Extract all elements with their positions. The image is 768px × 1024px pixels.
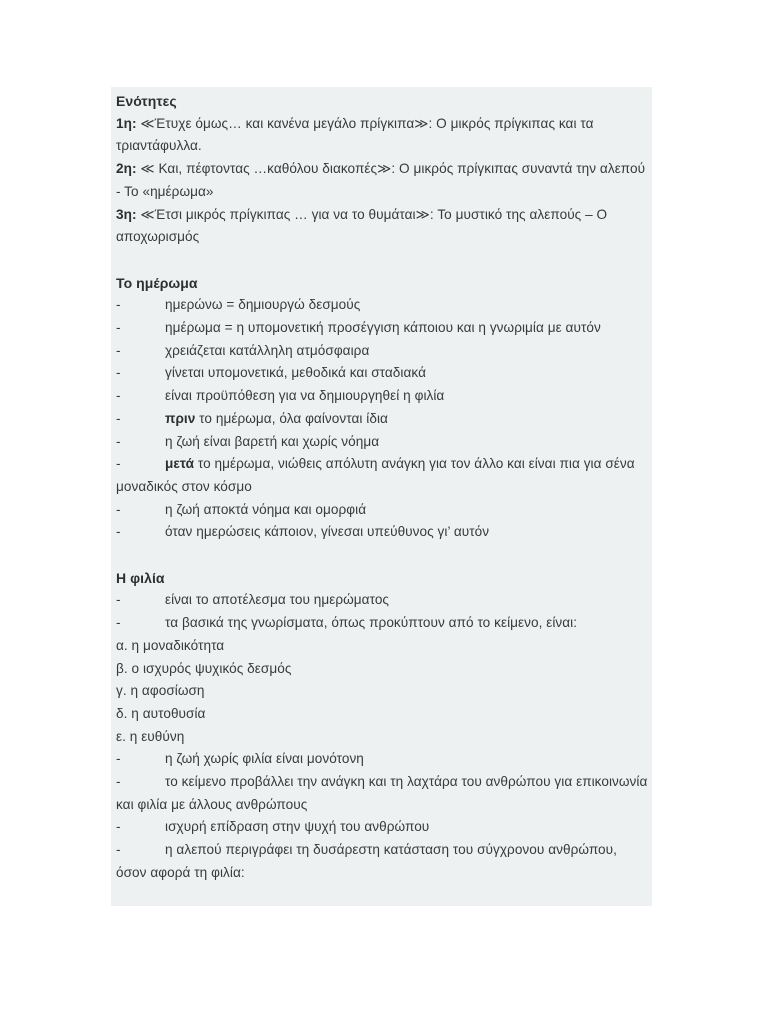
unit-text: ≪Έτσι μικρός πρίγκιπας … για να το θυμάται≫: Το μυστικό της αλεπούς – Ο αποχωρισμός [116, 206, 608, 245]
unit-item [116, 158, 649, 203]
dash-marker: - [116, 410, 121, 426]
dash-marker: - [116, 842, 121, 858]
bullet-text: χρειάζεται κατάλληλη ατμόσφαιρα [165, 342, 370, 358]
unit-number: 3η: [116, 206, 137, 222]
bullet-item [116, 816, 649, 839]
bullet-item [116, 408, 649, 431]
dash-marker: - [116, 297, 121, 313]
bullet-item [116, 612, 649, 635]
trait-item: β. ο ισχυρός ψυχικός δεσμός [116, 660, 292, 676]
bullet-item [116, 317, 649, 340]
bullet-text: γίνεται υπομονετικά, μεθοδικά και σταδιακά [165, 365, 426, 381]
unit-text: ≪Έτυχε όμως… και κανένα μεγάλο πρίγκιπα≫: Ο μικρός πρίγκιπας και τα τριαντάφυλλα. [116, 115, 594, 154]
unit-number: 2η: [116, 161, 137, 177]
trait-item: ε. η ευθύνη [116, 728, 185, 744]
bullet-item [116, 340, 649, 363]
section-title-friendship: Η φιλία [116, 569, 165, 586]
friendship-traits-list [116, 635, 649, 749]
document-content [116, 90, 649, 885]
bullet-item [116, 748, 649, 771]
bullet-item [116, 362, 649, 385]
bullet-item [116, 499, 649, 522]
bullet-item [116, 294, 649, 317]
unit-item [116, 113, 649, 158]
bullet-emphasis: μετά [165, 456, 195, 472]
dash-marker: - [116, 819, 121, 835]
dash-marker: - [116, 388, 121, 404]
bullet-emphasis: πριν [165, 410, 196, 426]
bullet-text: η ζωή χωρίς φιλία είναι μονότονη [165, 751, 364, 767]
dash-marker: - [116, 774, 121, 790]
bullet-text: η ζωή αποκτά νόημα και ομορφιά [165, 501, 367, 517]
section-title-taming: Το ημέρωμα [116, 274, 198, 291]
bullet-text: η ζωή είναι βαρετή και χωρίς νόημα [165, 433, 380, 449]
taming-list [116, 294, 649, 544]
bullet-item [116, 431, 649, 454]
trait-item: α. η μοναδικότητα [116, 637, 225, 653]
bullet-text: η αλεπού περιγράφει τη δυσάρεστη κατάσταση του σύγχρονου ανθρώπου, όσον αφορά τη φιλία: [116, 842, 617, 880]
friendship-list-b [116, 748, 649, 884]
dash-marker: - [116, 524, 121, 540]
bullet-text: ισχυρή επίδραση στην ψυχή του ανθρώπου [165, 819, 430, 835]
bullet-text: το ημέρωμα, όλα φαίνονται ίδια [195, 410, 388, 426]
friendship-list-a [116, 589, 649, 634]
bullet-text: το κείμενο προβάλλει την ανάγκη και τη λαχτάρα του ανθρώπου για επικοινωνία και φιλία με άλλους ανθρώπους [116, 774, 648, 812]
bullet-text: ημερώνω = δημιουργώ δεσμούς [165, 297, 361, 313]
dash-marker: - [116, 501, 121, 517]
dash-marker: - [116, 751, 121, 767]
bullet-text: είναι το αποτέλεσμα του ημερώματος [165, 592, 390, 608]
unit-number: 1η: [116, 115, 137, 131]
bullet-text: ημέρωμα = η υπομονετική προσέγγιση κάποιου και η γνωριμία με αυτόν [165, 320, 601, 336]
dash-marker: - [116, 342, 121, 358]
bullet-item [116, 385, 649, 408]
trait-item: δ. η αυτοθυσία [116, 705, 206, 721]
bullet-text: είναι προϋπόθεση για να δημιουργηθεί η φιλία [165, 388, 445, 404]
bullet-text: τα βασικά της γνωρίσματα, όπως προκύπτουν από το κείμενο, είναι: [165, 615, 578, 631]
document-page [111, 87, 652, 906]
dash-marker: - [116, 592, 121, 608]
trait-item: γ. η αφοσίωση [116, 683, 205, 699]
bullet-text: όταν ημερώσεις κάποιον, γίνεσαι υπεύθυνος γι’ αυτόν [165, 524, 490, 540]
bullet-item [116, 453, 649, 498]
dash-marker: - [116, 365, 121, 381]
dash-marker: - [116, 615, 121, 631]
dash-marker: - [116, 433, 121, 449]
bullet-text: το ημέρωμα, νιώθεις απόλυτη ανάγκη για τον άλλο και είναι πια για σένα μοναδικός στον κόσμο [116, 456, 635, 494]
dash-marker: - [116, 456, 121, 472]
section-title-units: Ενότητες [116, 93, 177, 109]
unit-text: ≪ Και, πέφτοντας …καθόλου διακοπές≫: Ο μικρός πρίγκιπας συναντά την αλεπού - Το «ημέρωμα» [116, 161, 646, 199]
bullet-item [116, 839, 649, 884]
dash-marker: - [116, 320, 121, 336]
bullet-item [116, 521, 649, 544]
bullet-item [116, 771, 649, 816]
bullet-item [116, 589, 649, 612]
unit-item [116, 204, 649, 249]
